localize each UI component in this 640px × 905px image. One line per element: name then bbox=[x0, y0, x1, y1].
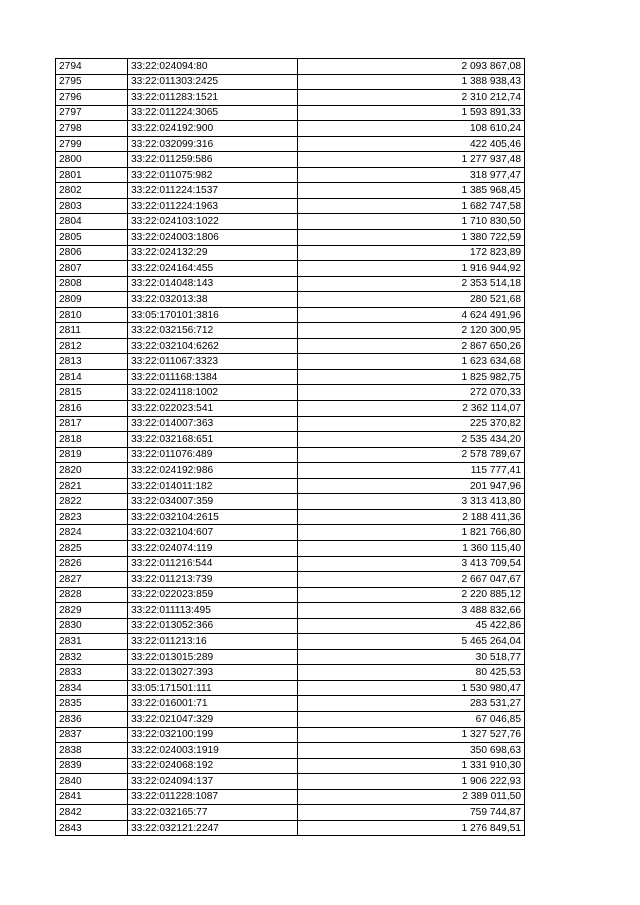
row-number-cell: 2795 bbox=[56, 74, 128, 90]
table-row bbox=[56, 432, 525, 448]
table-row bbox=[56, 774, 525, 790]
cadastral-number-cell: 33:22:032168:651 bbox=[128, 432, 298, 448]
table-row bbox=[56, 152, 525, 168]
cadastral-number-cell: 33:22:032156:712 bbox=[128, 323, 298, 339]
cadastral-number-cell: 33:22:011224:3065 bbox=[128, 105, 298, 121]
cadastral-value-cell: 30 518,77 bbox=[298, 649, 525, 665]
cadastral-value-cell: 1 388 938,43 bbox=[298, 74, 525, 90]
table-row bbox=[56, 634, 525, 650]
cadastral-value-cell: 1 380 722,59 bbox=[298, 230, 525, 246]
table-row bbox=[56, 90, 525, 106]
cadastral-value-cell: 759 744,87 bbox=[298, 805, 525, 821]
cadastral-value-cell: 1 906 222,93 bbox=[298, 774, 525, 790]
table-row bbox=[56, 758, 525, 774]
cadastral-number-cell: 33:22:024094:80 bbox=[128, 59, 298, 75]
row-number-cell: 2794 bbox=[56, 59, 128, 75]
row-number-cell: 2806 bbox=[56, 245, 128, 261]
row-number-cell: 2829 bbox=[56, 603, 128, 619]
row-number-cell: 2819 bbox=[56, 447, 128, 463]
cadastral-number-cell: 33:22:011303:2425 bbox=[128, 74, 298, 90]
cadastral-value-cell: 67 046,85 bbox=[298, 711, 525, 727]
row-number-cell: 2838 bbox=[56, 743, 128, 759]
cadastral-value-cell: 1 682 747,58 bbox=[298, 198, 525, 214]
cadastral-number-cell: 33:22:024118:1002 bbox=[128, 385, 298, 401]
cadastral-number-cell: 33:22:032104:6262 bbox=[128, 338, 298, 354]
table-row bbox=[56, 556, 525, 572]
row-number-cell: 2801 bbox=[56, 167, 128, 183]
cadastral-value-cell: 2 578 789,67 bbox=[298, 447, 525, 463]
table-row bbox=[56, 369, 525, 385]
cadastral-number-cell: 33:22:024003:1806 bbox=[128, 230, 298, 246]
cadastral-value-cell: 350 698,63 bbox=[298, 743, 525, 759]
cadastral-value-cell: 1 593 891,33 bbox=[298, 105, 525, 121]
row-number-cell: 2839 bbox=[56, 758, 128, 774]
cadastral-value-cell: 1 385 968,45 bbox=[298, 183, 525, 199]
cadastral-number-cell: 33:22:011168:1384 bbox=[128, 369, 298, 385]
row-number-cell: 2833 bbox=[56, 665, 128, 681]
table-row bbox=[56, 261, 525, 277]
cadastral-number-cell: 33:05:170101:3816 bbox=[128, 307, 298, 323]
table-row bbox=[56, 572, 525, 588]
row-number-cell: 2804 bbox=[56, 214, 128, 230]
row-number-cell: 2798 bbox=[56, 121, 128, 137]
cadastral-number-cell: 33:22:013052:366 bbox=[128, 618, 298, 634]
row-number-cell: 2836 bbox=[56, 711, 128, 727]
row-number-cell: 2842 bbox=[56, 805, 128, 821]
cadastral-number-cell: 33:22:014048:143 bbox=[128, 276, 298, 292]
cadastral-value-cell: 2 353 514,18 bbox=[298, 276, 525, 292]
row-number-cell: 2828 bbox=[56, 587, 128, 603]
table-row bbox=[56, 385, 525, 401]
table-row bbox=[56, 105, 525, 121]
cadastral-value-cell: 1 916 944,92 bbox=[298, 261, 525, 277]
row-number-cell: 2803 bbox=[56, 198, 128, 214]
row-number-cell: 2807 bbox=[56, 261, 128, 277]
table-row bbox=[56, 245, 525, 261]
cadastral-value-table bbox=[55, 58, 525, 836]
table-row bbox=[56, 230, 525, 246]
row-number-cell: 2815 bbox=[56, 385, 128, 401]
row-number-cell: 2808 bbox=[56, 276, 128, 292]
cadastral-number-cell: 33:22:016001:71 bbox=[128, 696, 298, 712]
cadastral-value-cell: 2 389 011,50 bbox=[298, 789, 525, 805]
row-number-cell: 2823 bbox=[56, 509, 128, 525]
cadastral-value-cell: 2 362 114,07 bbox=[298, 401, 525, 417]
cadastral-value-cell: 115 777,41 bbox=[298, 463, 525, 479]
cadastral-number-cell: 33:22:032165:77 bbox=[128, 805, 298, 821]
row-number-cell: 2813 bbox=[56, 354, 128, 370]
cadastral-number-cell: 33:22:013027:393 bbox=[128, 665, 298, 681]
table-row bbox=[56, 587, 525, 603]
cadastral-number-cell: 33:22:011259:586 bbox=[128, 152, 298, 168]
table-row bbox=[56, 727, 525, 743]
row-number-cell: 2825 bbox=[56, 540, 128, 556]
cadastral-number-cell: 33:22:024192:986 bbox=[128, 463, 298, 479]
cadastral-value-cell: 1 710 830,50 bbox=[298, 214, 525, 230]
cadastral-number-cell: 33:22:011213:739 bbox=[128, 572, 298, 588]
row-number-cell: 2811 bbox=[56, 323, 128, 339]
table-row bbox=[56, 214, 525, 230]
table-row bbox=[56, 401, 525, 417]
cadastral-number-cell: 33:22:011076:489 bbox=[128, 447, 298, 463]
cadastral-value-cell: 80 425,53 bbox=[298, 665, 525, 681]
cadastral-number-cell: 33:22:022023:541 bbox=[128, 401, 298, 417]
cadastral-number-cell: 33:22:032013:38 bbox=[128, 292, 298, 308]
cadastral-value-cell: 3 413 709,54 bbox=[298, 556, 525, 572]
cadastral-value-cell: 225 370,82 bbox=[298, 416, 525, 432]
table-row bbox=[56, 416, 525, 432]
cadastral-number-cell: 33:22:014011:182 bbox=[128, 478, 298, 494]
row-number-cell: 2834 bbox=[56, 680, 128, 696]
cadastral-value-cell: 1 623 634,68 bbox=[298, 354, 525, 370]
table-row bbox=[56, 183, 525, 199]
cadastral-number-cell: 33:22:011216:544 bbox=[128, 556, 298, 572]
row-number-cell: 2810 bbox=[56, 307, 128, 323]
cadastral-value-cell: 1 360 115,40 bbox=[298, 540, 525, 556]
cadastral-value-cell: 108 610,24 bbox=[298, 121, 525, 137]
cadastral-number-cell: 33:22:022023:859 bbox=[128, 587, 298, 603]
cadastral-value-cell: 1 331 910,30 bbox=[298, 758, 525, 774]
cadastral-value-cell: 2 093 867,08 bbox=[298, 59, 525, 75]
cadastral-number-cell: 33:22:024068:192 bbox=[128, 758, 298, 774]
cadastral-value-cell: 283 531,27 bbox=[298, 696, 525, 712]
cadastral-number-cell: 33:22:024192:900 bbox=[128, 121, 298, 137]
cadastral-value-cell: 2 188 411,36 bbox=[298, 509, 525, 525]
cadastral-value-cell: 2 867 650,26 bbox=[298, 338, 525, 354]
row-number-cell: 2799 bbox=[56, 136, 128, 152]
cadastral-value-cell: 5 465 264,04 bbox=[298, 634, 525, 650]
table-row bbox=[56, 696, 525, 712]
cadastral-value-cell: 1 276 849,51 bbox=[298, 820, 525, 836]
cadastral-number-cell: 33:22:032104:2615 bbox=[128, 509, 298, 525]
table-row bbox=[56, 338, 525, 354]
row-number-cell: 2821 bbox=[56, 478, 128, 494]
table-row bbox=[56, 276, 525, 292]
row-number-cell: 2822 bbox=[56, 494, 128, 510]
row-number-cell: 2820 bbox=[56, 463, 128, 479]
table-row bbox=[56, 680, 525, 696]
cadastral-number-cell: 33:22:021047:329 bbox=[128, 711, 298, 727]
cadastral-value-cell: 172 823,89 bbox=[298, 245, 525, 261]
row-number-cell: 2831 bbox=[56, 634, 128, 650]
table-row bbox=[56, 743, 525, 759]
row-number-cell: 2835 bbox=[56, 696, 128, 712]
table-row bbox=[56, 525, 525, 541]
table-row bbox=[56, 323, 525, 339]
table-row bbox=[56, 820, 525, 836]
cadastral-value-cell: 1 825 982,75 bbox=[298, 369, 525, 385]
cadastral-value-cell: 2 535 434,20 bbox=[298, 432, 525, 448]
cadastral-value-cell: 1 277 937,48 bbox=[298, 152, 525, 168]
cadastral-value-cell: 2 220 885,12 bbox=[298, 587, 525, 603]
cadastral-number-cell: 33:22:013015:289 bbox=[128, 649, 298, 665]
table-row bbox=[56, 478, 525, 494]
row-number-cell: 2841 bbox=[56, 789, 128, 805]
cadastral-value-cell: 422 405,46 bbox=[298, 136, 525, 152]
table-row bbox=[56, 198, 525, 214]
table-row bbox=[56, 649, 525, 665]
table-row bbox=[56, 711, 525, 727]
row-number-cell: 2832 bbox=[56, 649, 128, 665]
table-row bbox=[56, 494, 525, 510]
table-row bbox=[56, 805, 525, 821]
cadastral-value-cell: 272 070,33 bbox=[298, 385, 525, 401]
row-number-cell: 2805 bbox=[56, 230, 128, 246]
table-row bbox=[56, 59, 525, 75]
cadastral-value-cell: 45 422,86 bbox=[298, 618, 525, 634]
cadastral-number-cell: 33:22:011213:16 bbox=[128, 634, 298, 650]
cadastral-number-cell: 33:05:171501:111 bbox=[128, 680, 298, 696]
cadastral-value-cell: 1 530 980,47 bbox=[298, 680, 525, 696]
table-row bbox=[56, 789, 525, 805]
table-row bbox=[56, 463, 525, 479]
cadastral-number-cell: 33:22:024103:1022 bbox=[128, 214, 298, 230]
cadastral-number-cell: 33:22:011224:1537 bbox=[128, 183, 298, 199]
cadastral-number-cell: 33:22:032121:2247 bbox=[128, 820, 298, 836]
row-number-cell: 2800 bbox=[56, 152, 128, 168]
table-row bbox=[56, 665, 525, 681]
cadastral-value-cell: 1 327 527,76 bbox=[298, 727, 525, 743]
row-number-cell: 2824 bbox=[56, 525, 128, 541]
table-row bbox=[56, 292, 525, 308]
cadastral-number-cell: 33:22:032104:607 bbox=[128, 525, 298, 541]
row-number-cell: 2837 bbox=[56, 727, 128, 743]
cadastral-number-cell: 33:22:014007:363 bbox=[128, 416, 298, 432]
row-number-cell: 2816 bbox=[56, 401, 128, 417]
row-number-cell: 2818 bbox=[56, 432, 128, 448]
table-row bbox=[56, 618, 525, 634]
table-row bbox=[56, 167, 525, 183]
cadastral-value-cell: 4 624 491,96 bbox=[298, 307, 525, 323]
cadastral-value-cell: 280 521,68 bbox=[298, 292, 525, 308]
cadastral-number-cell: 33:22:011228:1087 bbox=[128, 789, 298, 805]
cadastral-number-cell: 33:22:011283:1521 bbox=[128, 90, 298, 106]
row-number-cell: 2826 bbox=[56, 556, 128, 572]
cadastral-value-cell: 2 310 212,74 bbox=[298, 90, 525, 106]
table-row bbox=[56, 540, 525, 556]
row-number-cell: 2796 bbox=[56, 90, 128, 106]
row-number-cell: 2840 bbox=[56, 774, 128, 790]
cadastral-value-cell: 318 977,47 bbox=[298, 167, 525, 183]
table-body bbox=[56, 59, 525, 836]
row-number-cell: 2809 bbox=[56, 292, 128, 308]
row-number-cell: 2812 bbox=[56, 338, 128, 354]
cadastral-number-cell: 33:22:011224:1963 bbox=[128, 198, 298, 214]
cadastral-value-cell: 2 667 047,67 bbox=[298, 572, 525, 588]
row-number-cell: 2814 bbox=[56, 369, 128, 385]
cadastral-number-cell: 33:22:011067:3323 bbox=[128, 354, 298, 370]
cadastral-number-cell: 33:22:024074:119 bbox=[128, 540, 298, 556]
cadastral-number-cell: 33:22:024132:29 bbox=[128, 245, 298, 261]
cadastral-value-cell: 3 313 413,80 bbox=[298, 494, 525, 510]
table-row bbox=[56, 603, 525, 619]
row-number-cell: 2797 bbox=[56, 105, 128, 121]
row-number-cell: 2802 bbox=[56, 183, 128, 199]
row-number-cell: 2817 bbox=[56, 416, 128, 432]
cadastral-number-cell: 33:22:034007:359 bbox=[128, 494, 298, 510]
table-row bbox=[56, 136, 525, 152]
cadastral-number-cell: 33:22:011113:495 bbox=[128, 603, 298, 619]
cadastral-number-cell: 33:22:024164:455 bbox=[128, 261, 298, 277]
cadastral-value-cell: 1 821 766,80 bbox=[298, 525, 525, 541]
cadastral-number-cell: 33:22:032100:199 bbox=[128, 727, 298, 743]
row-number-cell: 2827 bbox=[56, 572, 128, 588]
cadastral-number-cell: 33:22:024094:137 bbox=[128, 774, 298, 790]
table-row bbox=[56, 509, 525, 525]
table-row bbox=[56, 354, 525, 370]
row-number-cell: 2843 bbox=[56, 820, 128, 836]
cadastral-number-cell: 33:22:032099:316 bbox=[128, 136, 298, 152]
cadastral-value-cell: 3 488 832,66 bbox=[298, 603, 525, 619]
cadastral-value-cell: 201 947,96 bbox=[298, 478, 525, 494]
table-row bbox=[56, 74, 525, 90]
cadastral-value-cell: 2 120 300,95 bbox=[298, 323, 525, 339]
table-row bbox=[56, 447, 525, 463]
table-row bbox=[56, 307, 525, 323]
table-row bbox=[56, 121, 525, 137]
cadastral-number-cell: 33:22:024003:1919 bbox=[128, 743, 298, 759]
cadastral-number-cell: 33:22:011075:982 bbox=[128, 167, 298, 183]
row-number-cell: 2830 bbox=[56, 618, 128, 634]
